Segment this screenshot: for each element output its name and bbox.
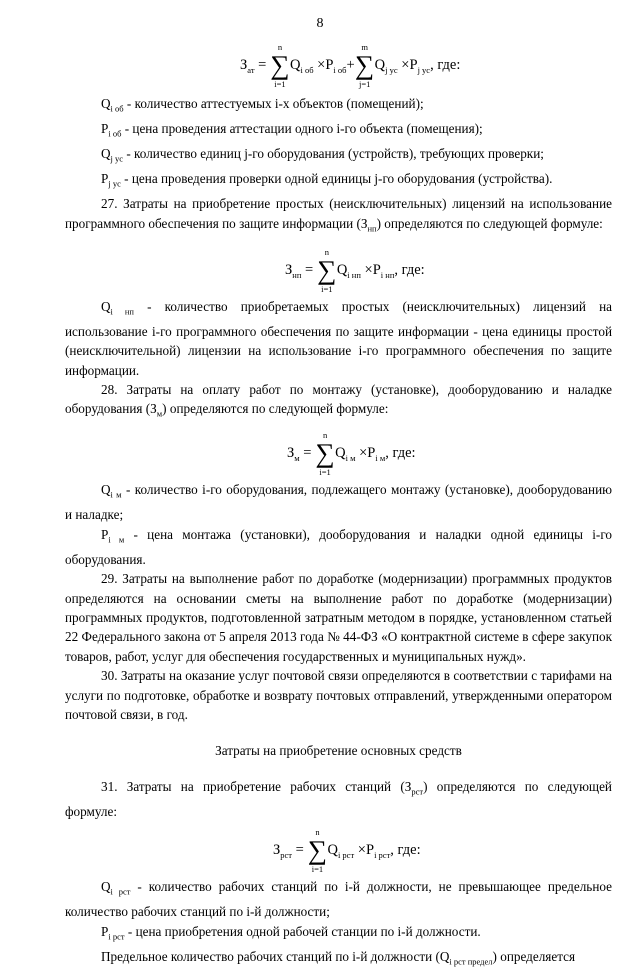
definition-line: $Q_{i нп}$ - количество приобретаемых простых (неисключительных) лицензий на использование i-го программного обеспечения по защите информации - цена единицы простой (неисключительной) лицензии на использование i-го программного обеспечения по защите информации. (65, 298, 613, 378)
sum-symbol: m ∑ j=1 (355, 42, 375, 89)
definition-line: $P_{j ус}$ - цена проведения проверки одной единицы j-го оборудования (устройства). (101, 171, 553, 189)
sum-symbol: n ∑ i=1 (317, 246, 337, 294)
sum-symbol: n ∑ i=1 (315, 430, 335, 478)
section-heading: Затраты на приобретение основных средств (215, 742, 462, 758)
definition-line: $P_{i рст}$ - цена приобретения одной рабочей станции по i-й должности. (101, 923, 481, 942)
formula-attestation: $З_{ат}$ = n ∑ i=1 $Q_{i об} \times P_{i об}+$ m ∑ j=1 $Q_{j ус} \times P_{j ус}$, где: (240, 42, 461, 89)
sum-symbol: n ∑ i=1 (270, 42, 290, 89)
definition-line: $Q_{i м}$ - количество i-го оборудования, подлежащего монтажу (установке), дооборудованию и наладке; (65, 482, 612, 523)
formula-workstations: $З_{рст}$ = n ∑ i=1 $Q_{i рст} \times P_{i рст}$, где: (273, 827, 421, 875)
paragraph-31: 31. Затраты на приобретение рабочих станций $(З_{рст})$ определяются по следующей формуле: (65, 778, 612, 819)
definition-line: $Q_{i об}$ - количество аттестуемых i-х объектов (помещений); (101, 96, 424, 114)
definition-line: $Q_{i рст}$ - количество рабочих станций по i-й должности, не превышающее предельное количество рабочих станций по i-й должности; (65, 879, 612, 920)
formula-licenses: $З_{нп}$ = n ∑ i=1 $Q_{i нп} \times P_{i нп}$, где: (285, 246, 425, 294)
paragraph-30: 30. Затраты на оказание услуг почтовой связи определяются в соответствии с тарифами на услуги по подготовке, обработке и возврату почтовых отправлений, утвержденными оператором почтовой связи, в год. (65, 668, 612, 723)
last-paragraph: Предельное количество рабочих станций по i-й должности $(Q_{i рст предел})$ определяется (101, 948, 576, 967)
paragraph-29: 29. Затраты на выполнение работ по доработке (модернизации) программных продуктов определяются на основании сметы на выполнение работ по доработке (модернизации) программных продуктов, подготовленной затратным методом в порядке, установленном статьей 22 Федерального закона от 5 апреля 2013 года № 44-ФЗ «О контрактной системе в сфере закупок товаров, работ, услуг для обеспечения государственных и муниципальных нужд». (65, 571, 612, 664)
page-number: 8 (316, 16, 324, 31)
definition-line: $P_{i об}$ - цена проведения аттестации одного i-го объекта (помещения); (101, 121, 483, 139)
paragraph-27: 27. Затраты на приобретение простых (неисключительных) лицензий на использование программного обеспечения по защите информации $(З_{нп})$ определяются по следующей формуле: (65, 196, 612, 234)
definition-line: $Q_{j ус}$ - количество единиц j-го оборудования (устройств), требующих проверки; (101, 146, 544, 164)
paragraph-28: 28. Затраты на оплату работ по монтажу (установке), дооборудованию и наладке оборудования $(З_м)$ определяются по следующей формуле: (65, 381, 612, 419)
formula-installation: $З_м$ = n ∑ i=1 $Q_{i м} \times P_{i м}$, где: (287, 430, 416, 478)
definition-line: $P_{i м}$ - цена монтажа (установки), дооборудования и наладки одной единицы i-го оборудования. (65, 526, 612, 567)
document-body (65, 34, 612, 972)
sum-symbol: n ∑ i=1 (307, 827, 328, 875)
